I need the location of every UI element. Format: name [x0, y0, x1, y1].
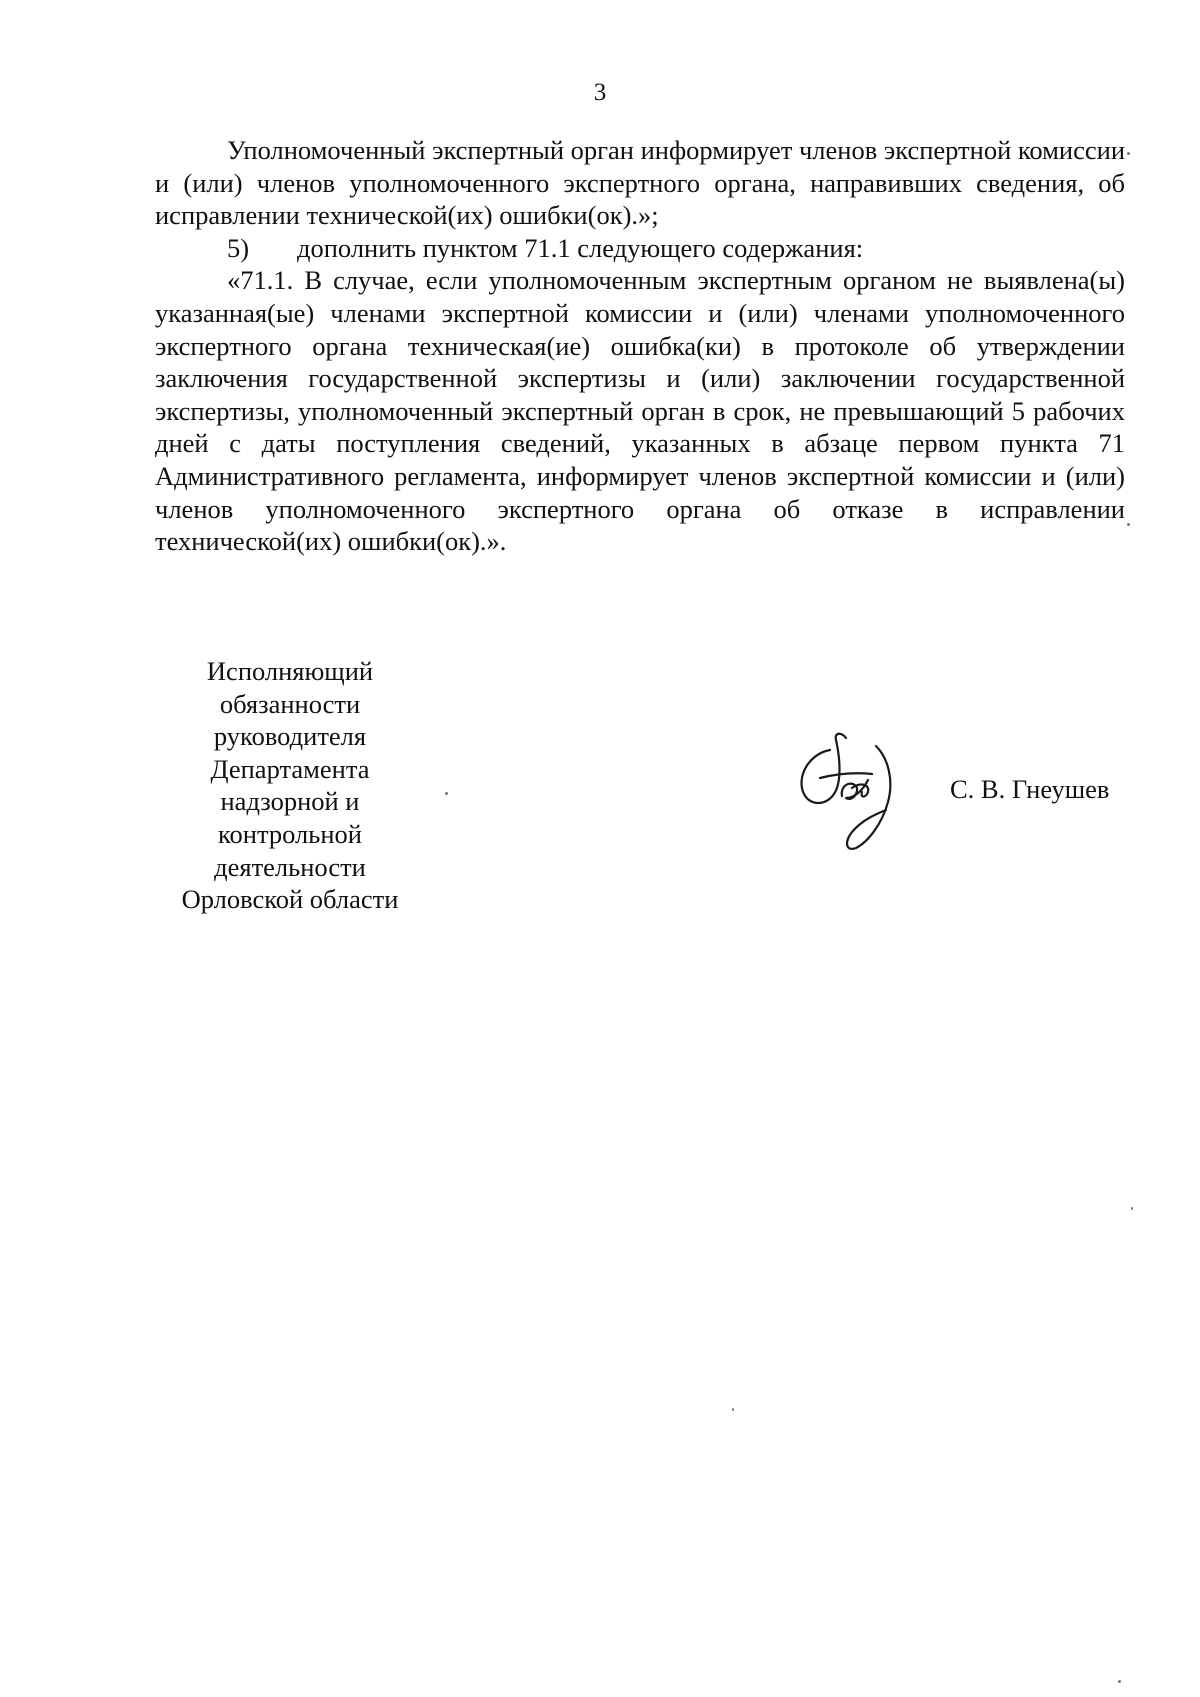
paragraph-clause-71-1: «71.1. В случае, если уполномоченным экспертным органом не выявлена(ы) указанная(ые) членами экспертной комиссии и (или) членами уполномоченного экспертного органа техническая(ие) ошибка(ки) в протоколе об утверждении заключения государственной экспертизы и (или) заключении государственной экспертизы, уполномоченный экспертный орган в срок, не превышающий 5 рабочих дней с даты поступления сведений, указанных в абзаце первом пункта 71 Административного регламента, информирует членов экспертной комиссии и (или) членов уполномоченного экспертного органа об отказе в исправлении технической(их) ошибки(ок).». [155, 265, 1125, 557]
scan-speck [1131, 1207, 1133, 1210]
list-item-number: 5) [227, 232, 250, 263]
signer-title-line: Орловской области [181, 884, 399, 915]
scan-speck [1127, 152, 1130, 155]
paragraph-correction-notice: Уполномоченный экспертный орган информирует членов экспертной комиссии и (или) членов уполномоченного экспертного органа, направивших сведения, об исправлении технической(их) ошибки(ок).»; [155, 135, 1125, 231]
page-number: 3 [593, 79, 607, 106]
signer-name: С. В. Гнеушев [950, 774, 1110, 804]
signer-title-line: обязанности [219, 688, 361, 719]
signer-title-line: деятельности [214, 851, 366, 882]
signer-title-line: надзорной и [220, 786, 360, 817]
list-item-text: дополнить пунктом 71.1 следующего содержания: [297, 232, 864, 263]
document-body [155, 134, 1125, 558]
signer-title-line: Департамента [210, 753, 370, 784]
signer-title [160, 655, 420, 916]
signer-title-line: контрольной [218, 818, 362, 849]
signer-title-line: Исполняющий [206, 656, 374, 686]
scan-speck [1127, 523, 1130, 526]
signer-title-line: руководителя [213, 721, 367, 752]
handwritten-signature [790, 728, 910, 858]
scan-speck [445, 792, 448, 795]
list-item-5 [155, 232, 1125, 265]
scan-speck [732, 1408, 734, 1411]
scan-speck [1118, 1680, 1121, 1683]
